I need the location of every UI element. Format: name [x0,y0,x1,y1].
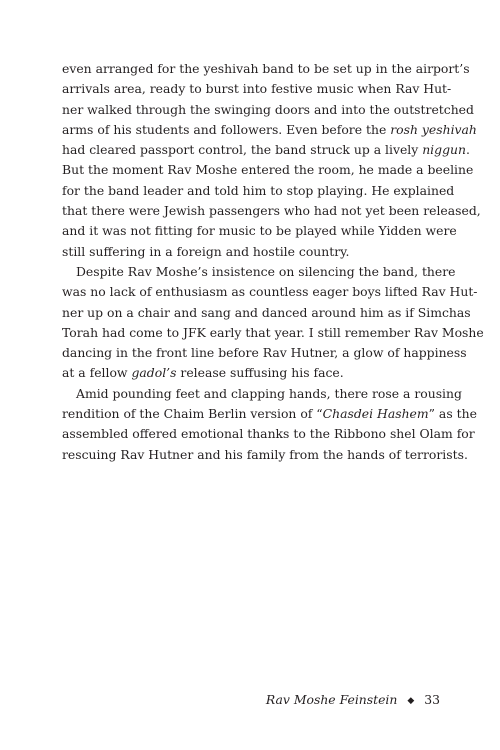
page-number: 33 [424,692,440,707]
body-text [62,59,484,465]
text-line: for the band leader and told him to stop playing. He explained [62,182,455,198]
text-line: Despite Rav Moshe’s insistence on silencing the band, there [76,263,456,279]
text-line: ner up on a chair and sang and danced around him as if Simchas [62,304,471,320]
text-line: arrivals area, ready to burst into festive music when Rav Hut- [62,81,452,97]
running-footer [266,692,440,710]
text-line: still suffering in a foreign and hostile country. [62,243,350,259]
text-line: was no lack of enthusiasm as countless eager boys lifted Rav Hut- [62,284,478,300]
italic-term: niggun [422,142,466,158]
paragraph-1 [62,59,481,262]
text-line: Amid pounding feet and clapping hands, there rose a rousing [76,385,462,401]
text-line: Torah had come to JFK early that year. I still remember Rav Moshe [62,324,484,340]
text-line: had cleared passport control, the band struck up a lively niggun. [62,142,470,158]
italic-term: Chasdei Hashem [322,406,429,422]
italic-term: gadol’s [131,365,177,381]
paragraph-2 [62,262,484,384]
italic-term: rosh yeshivah [390,121,477,137]
text-line: that there were Jewish passengers who had not yet been released, [62,203,481,219]
text-line: rescuing Rav Hutner and his family from the hands of terrorists. [62,446,468,462]
diamond-separator-icon: ◆ [407,696,415,706]
text-line: and it was not fitting for music to be played while Yidden were [62,223,457,239]
text-line: ner walked through the swinging doors and into the outstretched [62,101,474,117]
text-line: at a fellow gadol’s release suffusing his face. [62,365,344,381]
running-title: Rav Moshe Feinstein [265,692,398,707]
text-line: rendition of the Chaim Berlin version of “Chasdei Hashem” as the [62,406,477,422]
text-line: even arranged for the yeshivah band to be set up in the airport’s [62,61,470,76]
text-line: dancing in the front line before Rav Hutner, a glow of happiness [62,345,467,361]
text-line: But the moment Rav Moshe entered the room, he made a beeline [62,162,474,178]
paragraph-3 [62,384,477,465]
text-line: arms of his students and followers. Even before the rosh yeshivah [62,121,477,137]
text-line: assembled offered emotional thanks to the Ribbono shel Olam for [62,426,475,442]
